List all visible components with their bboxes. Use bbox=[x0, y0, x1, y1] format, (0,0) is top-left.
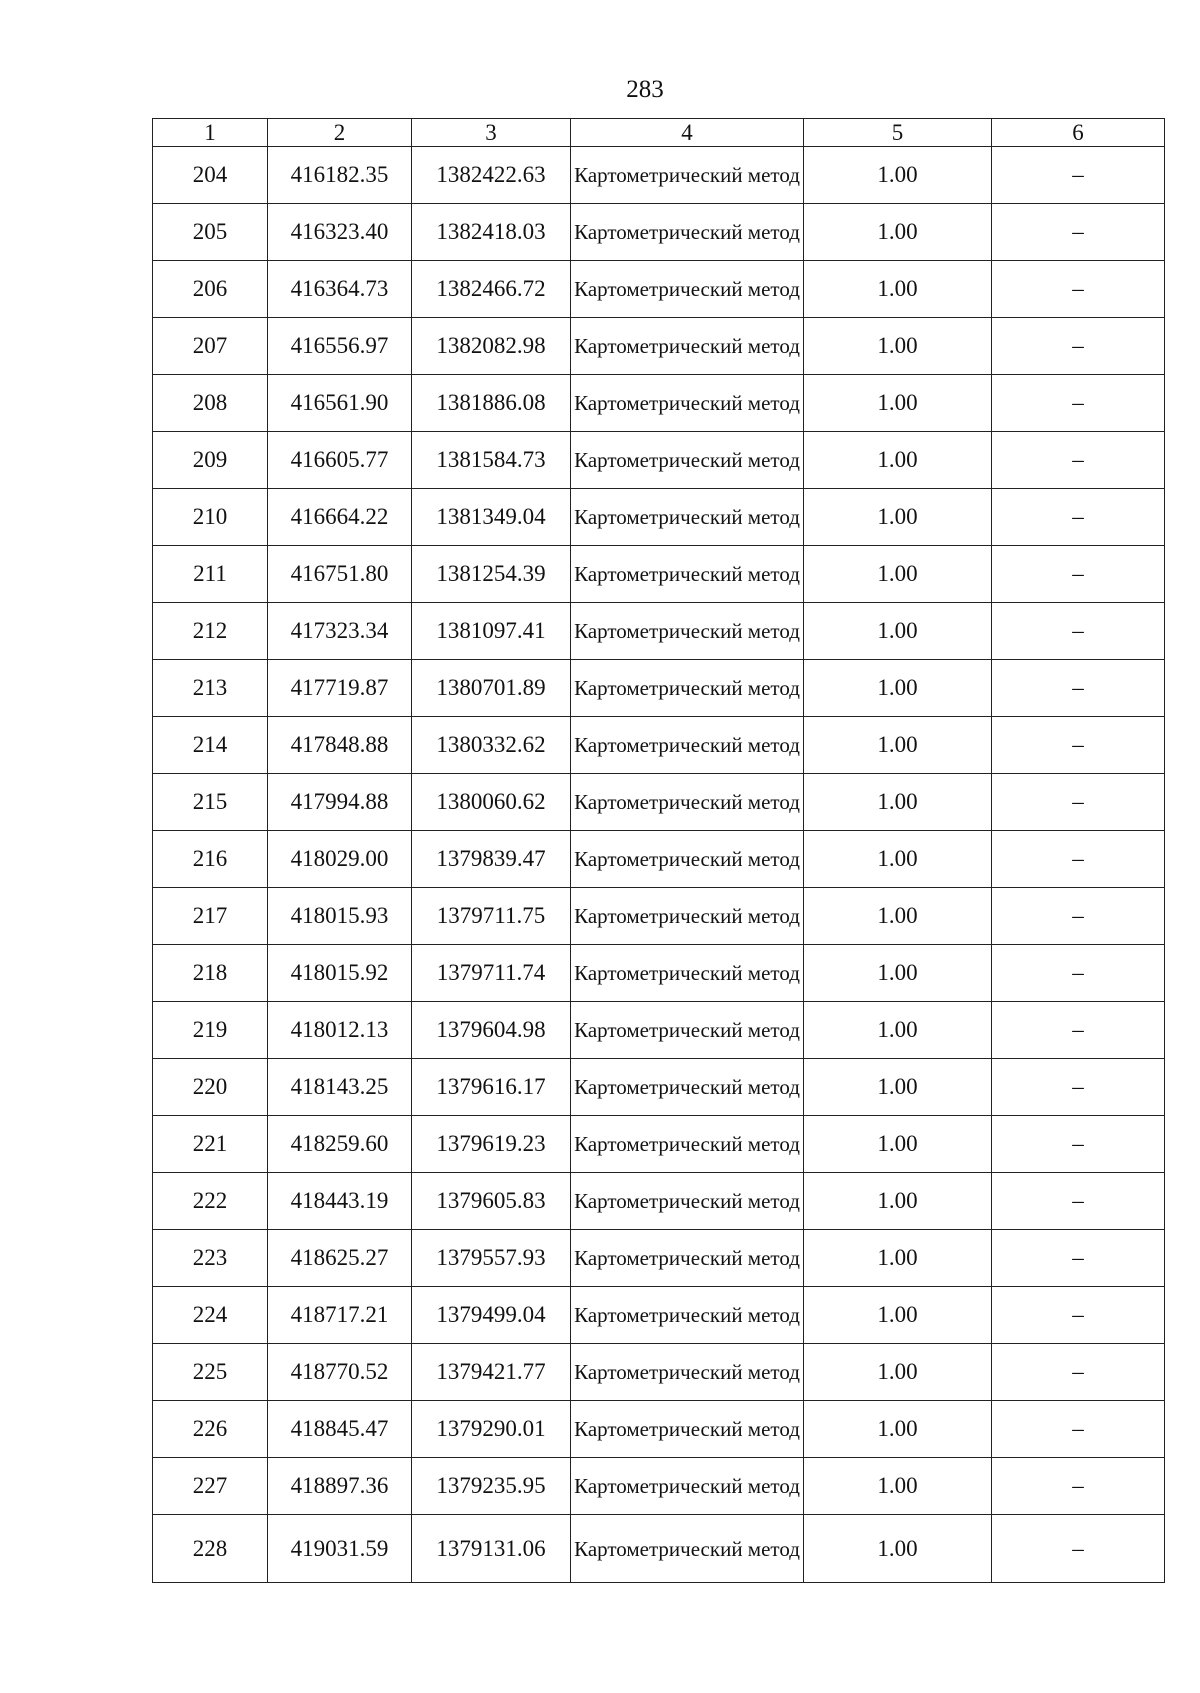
note-cell: – bbox=[992, 1458, 1165, 1515]
accuracy-cell: 1.00 bbox=[804, 1458, 992, 1515]
y-coordinate-cell: 1382418.03 bbox=[412, 204, 571, 261]
point-number-cell: 227 bbox=[153, 1458, 268, 1515]
table-row bbox=[153, 204, 1165, 261]
method-cell: Картометрический метод bbox=[571, 774, 804, 831]
point-number-cell: 206 bbox=[153, 261, 268, 318]
y-coordinate-cell: 1379131.06 bbox=[412, 1515, 571, 1583]
point-number-cell: 210 bbox=[153, 489, 268, 546]
y-coordinate-cell: 1379499.04 bbox=[412, 1287, 571, 1344]
x-coordinate-cell: 416323.40 bbox=[268, 204, 412, 261]
point-number-cell: 226 bbox=[153, 1401, 268, 1458]
y-coordinate-cell: 1379711.75 bbox=[412, 888, 571, 945]
table-row bbox=[153, 432, 1165, 489]
y-coordinate-cell: 1379421.77 bbox=[412, 1344, 571, 1401]
table-row bbox=[153, 1002, 1165, 1059]
note-cell: – bbox=[992, 318, 1165, 375]
y-coordinate-cell: 1379616.17 bbox=[412, 1059, 571, 1116]
x-coordinate-cell: 419031.59 bbox=[268, 1515, 412, 1583]
accuracy-cell: 1.00 bbox=[804, 318, 992, 375]
table-row bbox=[153, 603, 1165, 660]
accuracy-cell: 1.00 bbox=[804, 147, 992, 204]
accuracy-cell: 1.00 bbox=[804, 1002, 992, 1059]
method-cell: Картометрический метод bbox=[571, 204, 804, 261]
point-number-cell: 224 bbox=[153, 1287, 268, 1344]
accuracy-cell: 1.00 bbox=[804, 1173, 992, 1230]
accuracy-cell: 1.00 bbox=[804, 1344, 992, 1401]
y-coordinate-cell: 1381254.39 bbox=[412, 546, 571, 603]
y-coordinate-cell: 1379290.01 bbox=[412, 1401, 571, 1458]
point-number-cell: 222 bbox=[153, 1173, 268, 1230]
method-cell: Картометрический метод bbox=[571, 318, 804, 375]
method-cell: Картометрический метод bbox=[571, 1287, 804, 1344]
column-header: 2 bbox=[268, 119, 412, 147]
note-cell: – bbox=[992, 660, 1165, 717]
accuracy-cell: 1.00 bbox=[804, 489, 992, 546]
y-coordinate-cell: 1382466.72 bbox=[412, 261, 571, 318]
x-coordinate-cell: 418625.27 bbox=[268, 1230, 412, 1287]
table-row bbox=[153, 375, 1165, 432]
x-coordinate-cell: 418443.19 bbox=[268, 1173, 412, 1230]
accuracy-cell: 1.00 bbox=[804, 375, 992, 432]
table-row bbox=[153, 546, 1165, 603]
note-cell: – bbox=[992, 1059, 1165, 1116]
method-cell: Картометрический метод bbox=[571, 1230, 804, 1287]
table-row bbox=[153, 717, 1165, 774]
x-coordinate-cell: 416751.80 bbox=[268, 546, 412, 603]
method-cell: Картометрический метод bbox=[571, 1515, 804, 1583]
y-coordinate-cell: 1379711.74 bbox=[412, 945, 571, 1002]
accuracy-cell: 1.00 bbox=[804, 660, 992, 717]
y-coordinate-cell: 1379604.98 bbox=[412, 1002, 571, 1059]
table-row bbox=[153, 147, 1165, 204]
note-cell: – bbox=[992, 1344, 1165, 1401]
column-header: 4 bbox=[571, 119, 804, 147]
table-row bbox=[153, 1515, 1165, 1583]
x-coordinate-cell: 416364.73 bbox=[268, 261, 412, 318]
method-cell: Картометрический метод bbox=[571, 1116, 804, 1173]
x-coordinate-cell: 417719.87 bbox=[268, 660, 412, 717]
accuracy-cell: 1.00 bbox=[804, 717, 992, 774]
accuracy-cell: 1.00 bbox=[804, 888, 992, 945]
method-cell: Картометрический метод bbox=[571, 375, 804, 432]
x-coordinate-cell: 418143.25 bbox=[268, 1059, 412, 1116]
note-cell: – bbox=[992, 831, 1165, 888]
x-coordinate-cell: 416664.22 bbox=[268, 489, 412, 546]
note-cell: – bbox=[992, 1116, 1165, 1173]
x-coordinate-cell: 418845.47 bbox=[268, 1401, 412, 1458]
x-coordinate-cell: 416556.97 bbox=[268, 318, 412, 375]
table-row bbox=[153, 1401, 1165, 1458]
method-cell: Картометрический метод bbox=[571, 1458, 804, 1515]
table-row bbox=[153, 660, 1165, 717]
table-row bbox=[153, 1287, 1165, 1344]
method-cell: Картометрический метод bbox=[571, 1344, 804, 1401]
column-header: 6 bbox=[992, 119, 1165, 147]
method-cell: Картометрический метод bbox=[571, 489, 804, 546]
note-cell: – bbox=[992, 1173, 1165, 1230]
table-row bbox=[153, 831, 1165, 888]
accuracy-cell: 1.00 bbox=[804, 1515, 992, 1583]
x-coordinate-cell: 418029.00 bbox=[268, 831, 412, 888]
x-coordinate-cell: 418015.92 bbox=[268, 945, 412, 1002]
y-coordinate-cell: 1380332.62 bbox=[412, 717, 571, 774]
column-header: 1 bbox=[153, 119, 268, 147]
point-number-cell: 207 bbox=[153, 318, 268, 375]
column-header: 5 bbox=[804, 119, 992, 147]
x-coordinate-cell: 418259.60 bbox=[268, 1116, 412, 1173]
y-coordinate-cell: 1379557.93 bbox=[412, 1230, 571, 1287]
method-cell: Картометрический метод bbox=[571, 1173, 804, 1230]
table-row bbox=[153, 1344, 1165, 1401]
accuracy-cell: 1.00 bbox=[804, 774, 992, 831]
x-coordinate-cell: 417848.88 bbox=[268, 717, 412, 774]
method-cell: Картометрический метод bbox=[571, 1059, 804, 1116]
x-coordinate-cell: 418770.52 bbox=[268, 1344, 412, 1401]
table-row bbox=[153, 888, 1165, 945]
page-number: 283 bbox=[626, 76, 664, 103]
table-row bbox=[153, 1116, 1165, 1173]
y-coordinate-cell: 1382082.98 bbox=[412, 318, 571, 375]
table-row bbox=[153, 1059, 1165, 1116]
x-coordinate-cell: 418897.36 bbox=[268, 1458, 412, 1515]
method-cell: Картометрический метод bbox=[571, 147, 804, 204]
note-cell: – bbox=[992, 432, 1165, 489]
point-number-cell: 217 bbox=[153, 888, 268, 945]
table-row bbox=[153, 1173, 1165, 1230]
accuracy-cell: 1.00 bbox=[804, 432, 992, 489]
point-number-cell: 209 bbox=[153, 432, 268, 489]
method-cell: Картометрический метод bbox=[571, 660, 804, 717]
point-number-cell: 223 bbox=[153, 1230, 268, 1287]
table-row bbox=[153, 489, 1165, 546]
note-cell: – bbox=[992, 774, 1165, 831]
method-cell: Картометрический метод bbox=[571, 831, 804, 888]
note-cell: – bbox=[992, 375, 1165, 432]
y-coordinate-cell: 1379619.23 bbox=[412, 1116, 571, 1173]
x-coordinate-cell: 417994.88 bbox=[268, 774, 412, 831]
x-coordinate-cell: 418015.93 bbox=[268, 888, 412, 945]
method-cell: Картометрический метод bbox=[571, 261, 804, 318]
x-coordinate-cell: 417323.34 bbox=[268, 603, 412, 660]
y-coordinate-cell: 1381349.04 bbox=[412, 489, 571, 546]
point-number-cell: 225 bbox=[153, 1344, 268, 1401]
point-number-cell: 215 bbox=[153, 774, 268, 831]
point-number-cell: 220 bbox=[153, 1059, 268, 1116]
y-coordinate-cell: 1381584.73 bbox=[412, 432, 571, 489]
point-number-cell: 228 bbox=[153, 1515, 268, 1583]
accuracy-cell: 1.00 bbox=[804, 1287, 992, 1344]
point-number-cell: 221 bbox=[153, 1116, 268, 1173]
point-number-cell: 213 bbox=[153, 660, 268, 717]
y-coordinate-cell: 1379839.47 bbox=[412, 831, 571, 888]
column-header: 3 bbox=[412, 119, 571, 147]
y-coordinate-cell: 1381097.41 bbox=[412, 603, 571, 660]
accuracy-cell: 1.00 bbox=[804, 204, 992, 261]
accuracy-cell: 1.00 bbox=[804, 831, 992, 888]
y-coordinate-cell: 1380060.62 bbox=[412, 774, 571, 831]
y-coordinate-cell: 1380701.89 bbox=[412, 660, 571, 717]
accuracy-cell: 1.00 bbox=[804, 1401, 992, 1458]
x-coordinate-cell: 418717.21 bbox=[268, 1287, 412, 1344]
note-cell: – bbox=[992, 603, 1165, 660]
accuracy-cell: 1.00 bbox=[804, 546, 992, 603]
table-row bbox=[153, 774, 1165, 831]
y-coordinate-cell: 1379605.83 bbox=[412, 1173, 571, 1230]
method-cell: Картометрический метод bbox=[571, 717, 804, 774]
point-number-cell: 212 bbox=[153, 603, 268, 660]
note-cell: – bbox=[992, 888, 1165, 945]
note-cell: – bbox=[992, 147, 1165, 204]
note-cell: – bbox=[992, 204, 1165, 261]
note-cell: – bbox=[992, 489, 1165, 546]
method-cell: Картометрический метод bbox=[571, 888, 804, 945]
note-cell: – bbox=[992, 945, 1165, 1002]
accuracy-cell: 1.00 bbox=[804, 1230, 992, 1287]
y-coordinate-cell: 1379235.95 bbox=[412, 1458, 571, 1515]
header-row bbox=[153, 119, 1165, 147]
x-coordinate-cell: 418012.13 bbox=[268, 1002, 412, 1059]
point-number-cell: 218 bbox=[153, 945, 268, 1002]
accuracy-cell: 1.00 bbox=[804, 261, 992, 318]
table-row bbox=[153, 945, 1165, 1002]
point-number-cell: 214 bbox=[153, 717, 268, 774]
table-header bbox=[153, 119, 1165, 147]
point-number-cell: 211 bbox=[153, 546, 268, 603]
y-coordinate-cell: 1381886.08 bbox=[412, 375, 571, 432]
point-number-cell: 205 bbox=[153, 204, 268, 261]
note-cell: – bbox=[992, 261, 1165, 318]
point-number-cell: 219 bbox=[153, 1002, 268, 1059]
table-row bbox=[153, 1458, 1165, 1515]
accuracy-cell: 1.00 bbox=[804, 603, 992, 660]
coordinates-table bbox=[152, 118, 1165, 1583]
note-cell: – bbox=[992, 1230, 1165, 1287]
method-cell: Картометрический метод bbox=[571, 945, 804, 1002]
table-row bbox=[153, 1230, 1165, 1287]
note-cell: – bbox=[992, 1002, 1165, 1059]
point-number-cell: 216 bbox=[153, 831, 268, 888]
y-coordinate-cell: 1382422.63 bbox=[412, 147, 571, 204]
table-row bbox=[153, 261, 1165, 318]
point-number-cell: 204 bbox=[153, 147, 268, 204]
point-number-cell: 208 bbox=[153, 375, 268, 432]
accuracy-cell: 1.00 bbox=[804, 1059, 992, 1116]
method-cell: Картометрический метод bbox=[571, 546, 804, 603]
table-body bbox=[153, 147, 1165, 1583]
table-row bbox=[153, 318, 1165, 375]
method-cell: Картометрический метод bbox=[571, 1002, 804, 1059]
method-cell: Картометрический метод bbox=[571, 432, 804, 489]
accuracy-cell: 1.00 bbox=[804, 945, 992, 1002]
note-cell: – bbox=[992, 717, 1165, 774]
x-coordinate-cell: 416605.77 bbox=[268, 432, 412, 489]
x-coordinate-cell: 416182.35 bbox=[268, 147, 412, 204]
note-cell: – bbox=[992, 1401, 1165, 1458]
method-cell: Картометрический метод bbox=[571, 603, 804, 660]
accuracy-cell: 1.00 bbox=[804, 1116, 992, 1173]
note-cell: – bbox=[992, 1287, 1165, 1344]
note-cell: – bbox=[992, 1515, 1165, 1583]
x-coordinate-cell: 416561.90 bbox=[268, 375, 412, 432]
method-cell: Картометрический метод bbox=[571, 1401, 804, 1458]
note-cell: – bbox=[992, 546, 1165, 603]
